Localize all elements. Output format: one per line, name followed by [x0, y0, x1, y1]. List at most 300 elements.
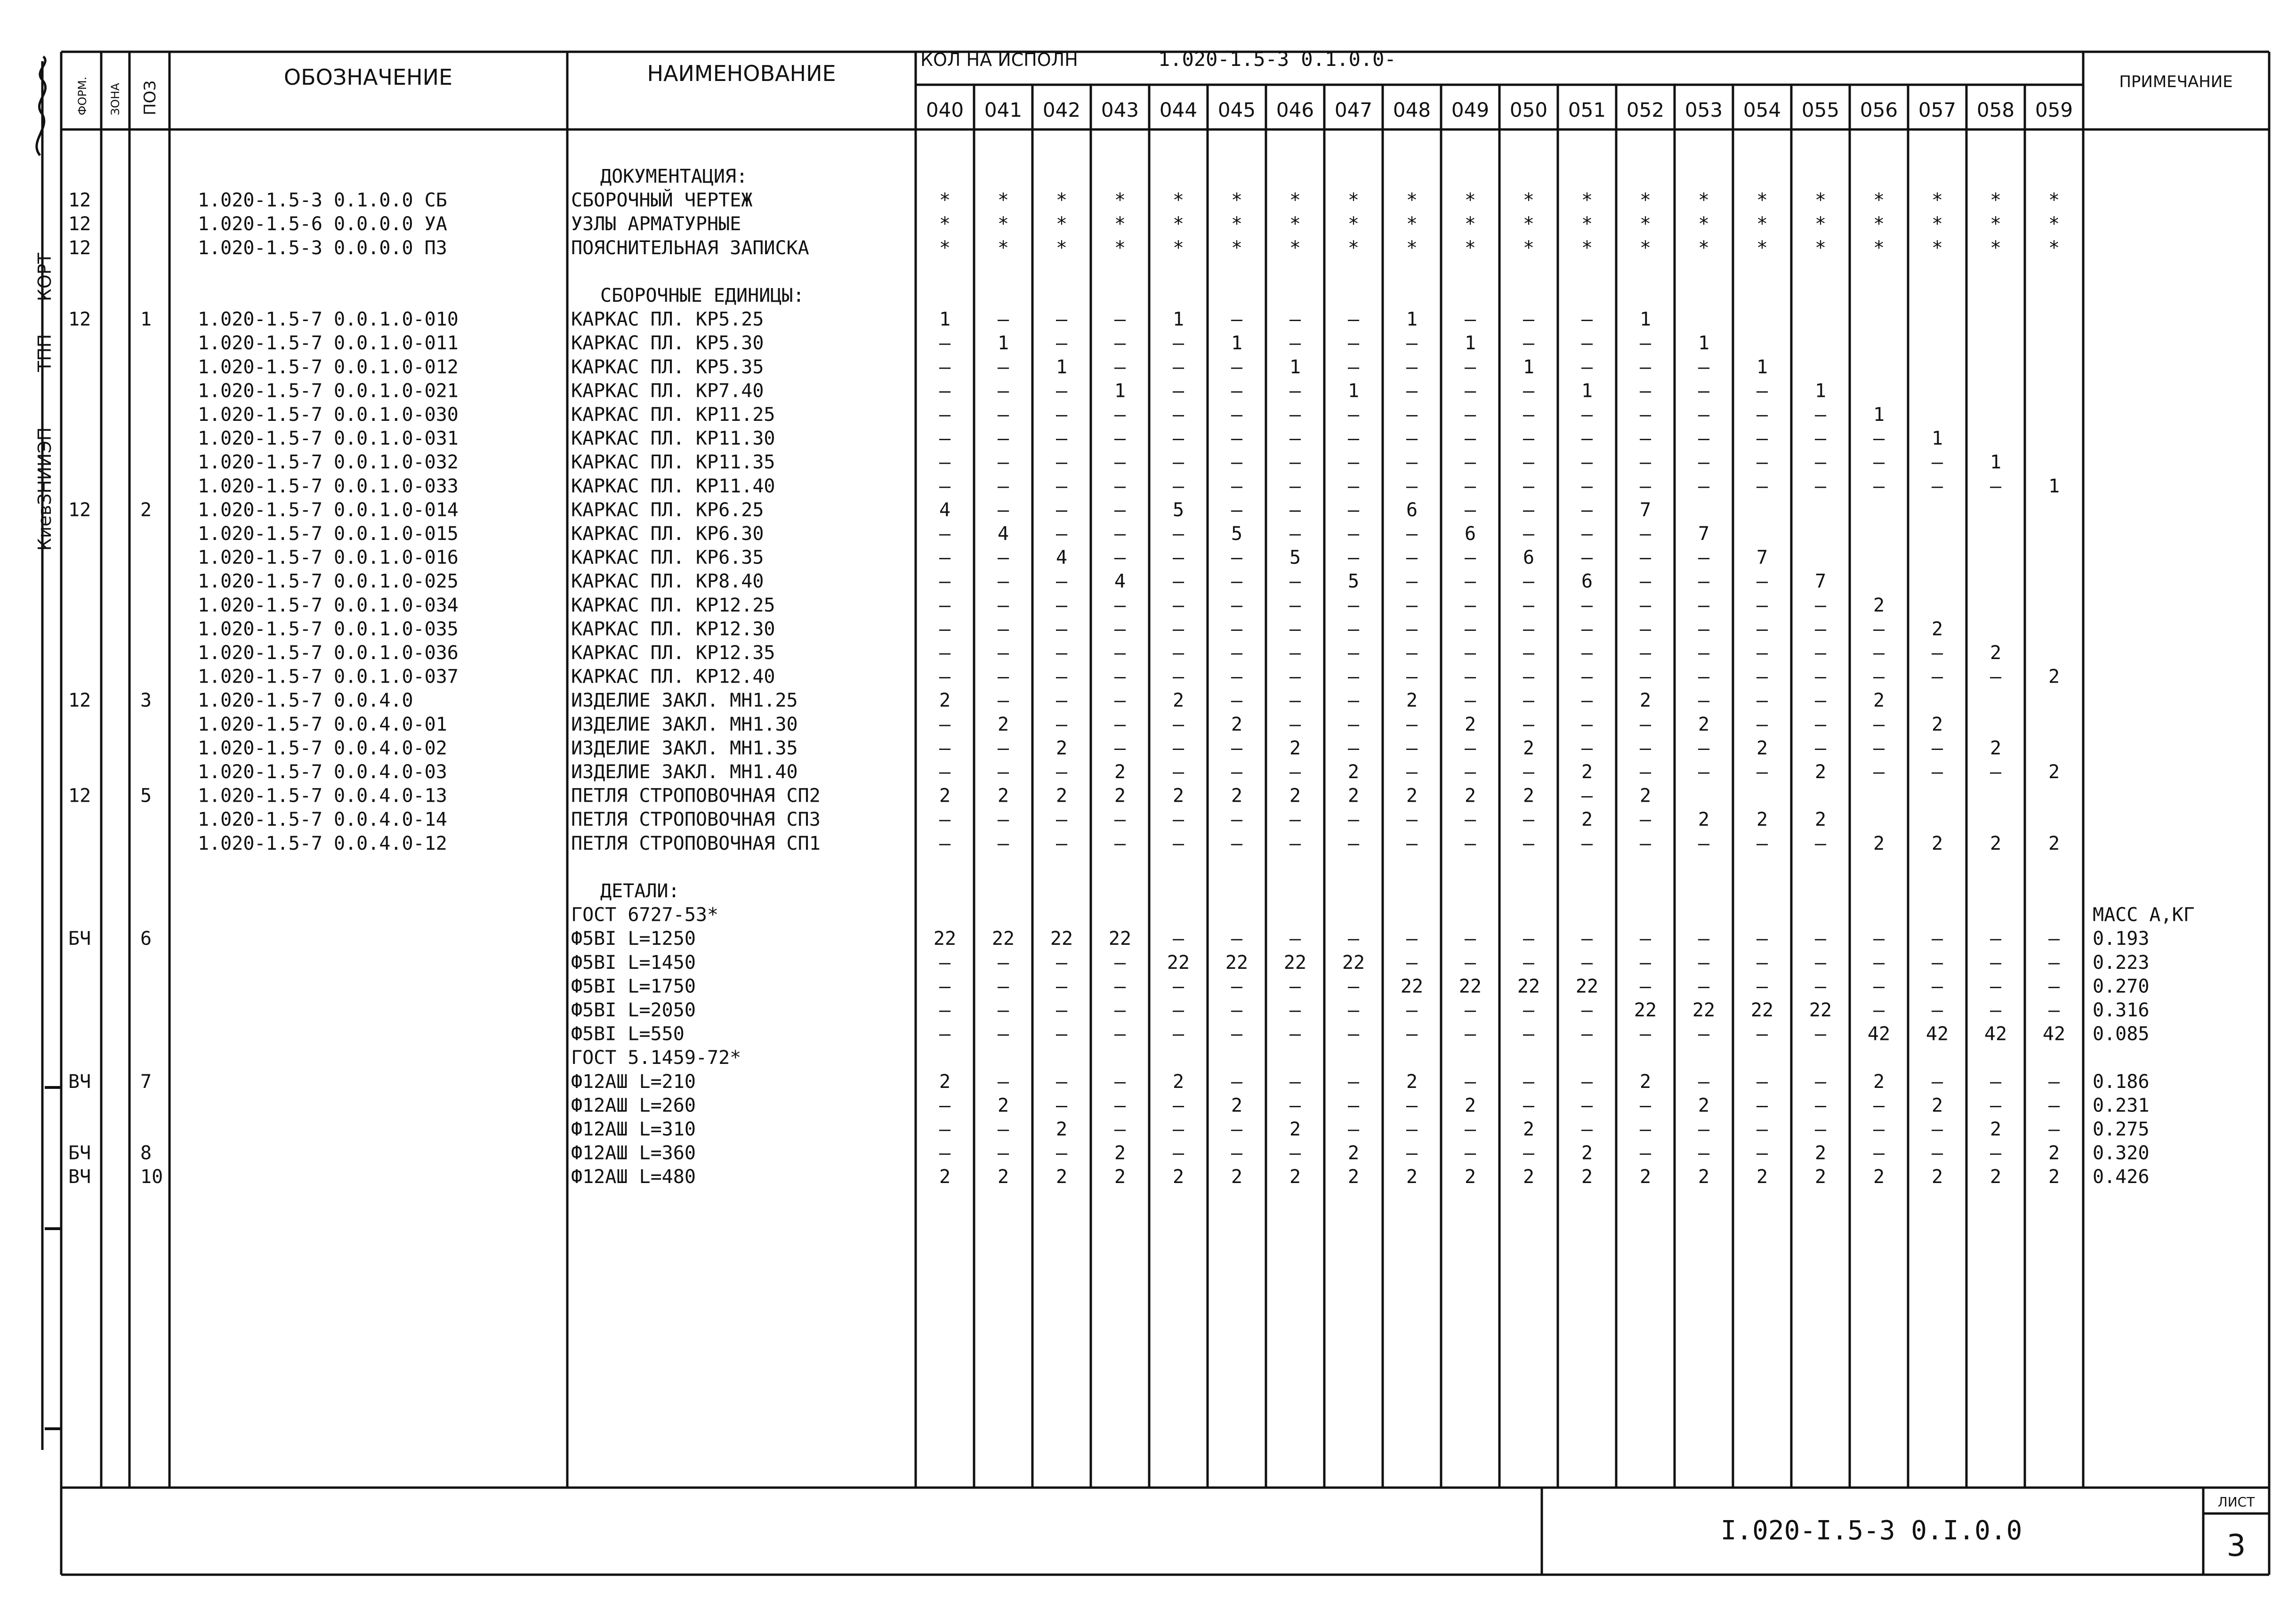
qty-cell: –	[1698, 975, 1710, 998]
qty-cell: –	[1756, 618, 1768, 640]
qty-cell: –	[1231, 1071, 1243, 1093]
qty-cell: 4	[1055, 547, 1068, 569]
row-name: ПОЯСНИТЕЛЬНАЯ ЗАПИСКА	[571, 237, 809, 259]
qty-cell: –	[1172, 594, 1184, 616]
qty-cell: *	[1055, 237, 1068, 259]
qty-cell: –	[1406, 761, 1418, 783]
stamp-dept: КОРТ	[34, 252, 55, 301]
qty-cell: 2	[939, 1071, 951, 1093]
qty-cell: –	[1172, 332, 1184, 354]
qty-cell: –	[1756, 642, 1768, 664]
qty-cell: *	[1639, 189, 1652, 211]
qty-cell: –	[1406, 1023, 1418, 1045]
qty-cell: 2	[1873, 1071, 1885, 1093]
qty-cell: –	[1289, 523, 1301, 545]
variant-header: 058	[1976, 98, 2015, 121]
qty-cell: –	[1931, 737, 1943, 759]
qty-cell: –	[1639, 975, 1652, 998]
qty-cell: –	[1231, 308, 1243, 330]
table-row	[68, 237, 2060, 259]
qty-cell: –	[997, 451, 1009, 474]
qty-cell: –	[1523, 1071, 1535, 1093]
qty-cell: –	[1114, 427, 1126, 450]
qty-cell: –	[1289, 666, 1301, 688]
qty-cell: –	[1231, 451, 1243, 474]
qty-cell: –	[1464, 380, 1476, 402]
row-position: 7	[140, 1071, 152, 1093]
qty-cell: –	[1347, 713, 1360, 735]
qty-cell: –	[1873, 1095, 1885, 1117]
qty-cell: 42	[2042, 1023, 2066, 1045]
qty-cell: –	[1055, 332, 1068, 354]
qty-cell: *	[1406, 213, 1418, 235]
table-row	[68, 1143, 2149, 1164]
qty-cell: *	[1464, 213, 1476, 235]
qty-cell: 2	[1639, 690, 1652, 712]
qty-cell: –	[939, 1119, 951, 1140]
table-row	[198, 714, 1943, 735]
qty-cell: 2	[1172, 785, 1184, 807]
row-designation: 1.020-1.5-6 0.0.0.0 УА	[198, 213, 447, 235]
qty-cell: 2	[1347, 761, 1360, 783]
qty-cell: –	[1114, 666, 1126, 688]
qty-cell: –	[1231, 928, 1243, 950]
qty-cell: 2	[1756, 809, 1768, 831]
qty-cell: –	[1523, 832, 1535, 854]
qty-cell: –	[1055, 427, 1068, 450]
table-row	[68, 785, 1651, 807]
row-designation: 1.020-1.5-7 0.0.4.0	[198, 690, 413, 712]
table-row	[68, 690, 1885, 711]
qty-cell: –	[1639, 713, 1652, 735]
qty-cell: –	[1523, 666, 1535, 688]
qty-cell: –	[1231, 1142, 1243, 1164]
qty-cell: –	[1931, 975, 1943, 998]
qty-cell: 1	[2048, 475, 2060, 497]
qty-cell: –	[1698, 547, 1710, 569]
qty-cell: –	[939, 404, 951, 426]
qty-cell: 2	[1464, 1166, 1476, 1188]
qty-cell: –	[939, 380, 951, 402]
qty-cell: –	[1523, 332, 1535, 354]
qty-cell: –	[1114, 618, 1126, 640]
qty-cell: –	[1464, 666, 1476, 688]
header-note: ПРИМЕЧАНИЕ	[2119, 72, 2233, 91]
qty-cell: –	[939, 571, 951, 593]
qty-cell: –	[1347, 356, 1360, 378]
variant-header: 050	[1509, 98, 1548, 121]
qty-cell: –	[1639, 928, 1652, 950]
qty-cell: –	[1231, 642, 1243, 664]
qty-cell: 2	[1347, 1166, 1360, 1188]
row-position: 6	[140, 928, 152, 950]
qty-cell: *	[1581, 237, 1593, 259]
row-designation: 1.020-1.5-7 0.0.1.0-030	[198, 404, 459, 426]
stamp-org: КиевЗНИИЭП	[34, 427, 55, 551]
qty-cell: 22	[1634, 999, 1657, 1021]
qty-cell: –	[1406, 451, 1418, 474]
qty-cell: 1	[1231, 332, 1243, 354]
qty-cell: –	[1055, 571, 1068, 593]
row-designation: 1.020-1.5-7 0.0.4.0-14	[198, 809, 447, 831]
qty-cell: –	[1464, 1119, 1476, 1140]
qty-cell: –	[1873, 1119, 1885, 1140]
qty-cell: –	[1055, 618, 1068, 640]
qty-cell: *	[1289, 237, 1301, 259]
qty-cell: 2	[1406, 1071, 1418, 1093]
qty-cell: 2	[1814, 809, 1827, 831]
qty-cell: 2	[1639, 1166, 1652, 1188]
row-mass: 0.320	[2093, 1142, 2150, 1164]
qty-cell: –	[1873, 928, 1885, 950]
table-row	[68, 928, 2149, 950]
qty-cell: –	[997, 666, 1009, 688]
qty-cell: –	[2048, 999, 2060, 1021]
qty-cell: –	[1698, 737, 1710, 759]
row-designation: 1.020-1.5-7 0.0.1.0-033	[198, 475, 459, 497]
qty-cell: *	[1406, 189, 1418, 211]
qty-cell: 6	[1464, 523, 1476, 545]
qty-cell: –	[1114, 713, 1126, 735]
qty-cell: –	[1523, 713, 1535, 735]
variant-header: 043	[1101, 98, 1139, 121]
footer-sheet-label: ЛИСТ	[2217, 1494, 2255, 1510]
qty-cell: –	[1289, 642, 1301, 664]
qty-cell: –	[997, 571, 1009, 593]
qty-cell: –	[1523, 427, 1535, 450]
qty-cell: *	[1114, 189, 1126, 211]
qty-cell: *	[1581, 213, 1593, 235]
qty-cell: 2	[1289, 785, 1301, 807]
qty-cell: –	[1523, 308, 1535, 330]
qty-cell: *	[1406, 237, 1418, 259]
qty-cell: –	[1639, 404, 1652, 426]
qty-cell: –	[1581, 618, 1593, 640]
qty-cell: –	[1406, 1119, 1418, 1140]
qty-cell: –	[1172, 1095, 1184, 1117]
qty-cell: –	[1814, 975, 1827, 998]
qty-cell: –	[1172, 547, 1184, 569]
qty-cell: –	[1055, 451, 1068, 474]
row-name: КАРКАС ПЛ. КР6.25	[571, 499, 764, 521]
qty-cell: –	[1347, 690, 1360, 712]
qty-cell: –	[1406, 832, 1418, 854]
qty-cell: –	[1114, 809, 1126, 831]
row-name: КАРКАС ПЛ. КР5.35	[571, 356, 764, 378]
row-name: ДОКУМЕНТАЦИЯ:	[600, 166, 748, 187]
qty-cell: –	[1289, 499, 1301, 521]
qty-cell: –	[1231, 547, 1243, 569]
table-row	[198, 523, 1709, 545]
qty-cell: –	[1406, 1142, 1418, 1164]
qty-cell: *	[2048, 237, 2060, 259]
qty-cell: –	[1464, 356, 1476, 378]
qty-cell: –	[1231, 475, 1243, 497]
qty-cell: *	[1931, 189, 1943, 211]
qty-cell: –	[997, 547, 1009, 569]
qty-cell: –	[1464, 951, 1476, 974]
qty-cell: –	[997, 737, 1009, 759]
qty-cell: 22	[1108, 928, 1132, 950]
qty-cell: –	[1347, 642, 1360, 664]
qty-cell: –	[997, 1119, 1009, 1140]
row-name: ГОСТ 5.1459-72*	[571, 1047, 741, 1069]
table-row	[571, 975, 2149, 997]
qty-cell: 2	[1698, 1166, 1710, 1188]
qty-cell: 1	[1114, 380, 1126, 402]
qty-cell: –	[1055, 308, 1068, 330]
table-row	[198, 332, 1709, 354]
variant-header: 048	[1393, 98, 1431, 121]
table-row	[198, 761, 2060, 783]
qty-cell: –	[1289, 618, 1301, 640]
row-position: 1	[140, 308, 152, 330]
row-mass: 0.316	[2093, 999, 2150, 1021]
qty-cell: *	[1756, 213, 1768, 235]
qty-cell: –	[1231, 594, 1243, 616]
qty-cell: –	[939, 523, 951, 545]
qty-cell: –	[1523, 475, 1535, 497]
qty-cell: 2	[1756, 1166, 1768, 1188]
qty-cell: –	[1464, 737, 1476, 759]
header-qty-title: КОЛ НА ИСПОЛН	[920, 49, 1078, 70]
row-name: КАРКАС ПЛ. КР11.25	[571, 404, 775, 426]
qty-cell: –	[1523, 690, 1535, 712]
qty-cell: 1	[1814, 380, 1827, 402]
qty-cell: –	[1814, 690, 1827, 712]
qty-cell: –	[1523, 499, 1535, 521]
table-row	[571, 1095, 2149, 1116]
qty-cell: 2	[1581, 1166, 1593, 1188]
qty-cell: –	[1347, 809, 1360, 831]
qty-cell: 2	[1523, 1119, 1535, 1140]
qty-cell: –	[1756, 1071, 1768, 1093]
qty-cell: *	[1581, 189, 1593, 211]
qty-cell: *	[1523, 213, 1535, 235]
qty-cell: 2	[1990, 1166, 2002, 1188]
qty-cell: 6	[1523, 547, 1535, 569]
qty-cell: 2	[1464, 785, 1476, 807]
qty-cell: –	[1114, 332, 1126, 354]
qty-cell: 42	[1867, 1023, 1891, 1045]
qty-cell: –	[1756, 690, 1768, 712]
row-name: ПЕТЛЯ СТРОПОВОЧНАЯ СП1	[571, 832, 821, 854]
qty-cell: –	[939, 1023, 951, 1045]
qty-cell: –	[939, 666, 951, 688]
qty-cell: 2	[1114, 1142, 1126, 1164]
qty-cell: –	[1873, 475, 1885, 497]
qty-cell: –	[1114, 1023, 1126, 1045]
row-name: ИЗДЕЛИЕ ЗАКЛ. МН1.30	[571, 713, 798, 735]
qty-cell: –	[1581, 666, 1593, 688]
qty-cell: 2	[2048, 761, 2060, 783]
qty-cell: –	[1639, 380, 1652, 402]
row-name: КАРКАС ПЛ. КР6.30	[571, 523, 764, 545]
stamp-group: ТПП	[34, 334, 55, 372]
qty-cell: 7	[1639, 499, 1652, 521]
qty-cell: –	[1406, 737, 1418, 759]
qty-cell: –	[939, 761, 951, 783]
row-name: КАРКАС ПЛ. КР7.40	[571, 380, 764, 402]
qty-cell: –	[1581, 547, 1593, 569]
qty-cell: –	[1639, 1119, 1652, 1140]
qty-cell: –	[1581, 404, 1593, 426]
qty-cell: –	[1698, 690, 1710, 712]
qty-cell: –	[1931, 666, 1943, 688]
qty-cell: –	[1523, 1023, 1535, 1045]
qty-cell: –	[1055, 380, 1068, 402]
qty-cell: –	[1055, 690, 1068, 712]
qty-cell: –	[1990, 1142, 2002, 1164]
qty-cell: 2	[997, 1166, 1009, 1188]
qty-cell: –	[1464, 690, 1476, 712]
qty-cell: –	[997, 427, 1009, 450]
qty-cell: –	[1114, 951, 1126, 974]
row-mass: 0.193	[2093, 928, 2150, 950]
qty-cell: 22	[1283, 951, 1307, 974]
qty-cell: 22	[1750, 999, 1774, 1021]
qty-cell: *	[1464, 237, 1476, 259]
qty-cell: –	[939, 1095, 951, 1117]
qty-cell: –	[1231, 499, 1243, 521]
qty-cell: –	[1347, 737, 1360, 759]
qty-cell: –	[1055, 666, 1068, 688]
row-name: ИЗДЕЛИЕ ЗАКЛ. МН1.40	[571, 761, 798, 783]
qty-cell: –	[1172, 737, 1184, 759]
qty-cell: 22	[1809, 999, 1832, 1021]
row-name: УЗЛЫ АРМАТУРНЫЕ	[571, 213, 741, 235]
qty-cell: 2	[1990, 832, 2002, 854]
qty-cell: –	[1289, 809, 1301, 831]
qty-cell: –	[1698, 1071, 1710, 1093]
qty-cell: 2	[1931, 1166, 1943, 1188]
qty-cell: –	[1172, 999, 1184, 1021]
qty-cell: –	[1756, 404, 1768, 426]
qty-cell: –	[1814, 618, 1827, 640]
qty-cell: 1	[1289, 356, 1301, 378]
row-designation: 1.020-1.5-3 0.1.0.0 СБ	[198, 189, 447, 211]
qty-cell: –	[1114, 737, 1126, 759]
row-format: ВЧ	[68, 1071, 91, 1093]
qty-cell: –	[1873, 975, 1885, 998]
qty-cell: –	[1289, 404, 1301, 426]
qty-cell: –	[1814, 832, 1827, 854]
qty-cell: –	[1639, 737, 1652, 759]
qty-cell: –	[1581, 427, 1593, 450]
qty-cell: –	[1406, 951, 1418, 974]
qty-cell: –	[997, 1023, 1009, 1045]
qty-cell: 42	[1984, 1023, 2007, 1045]
qty-cell: –	[1464, 427, 1476, 450]
qty-cell: 2	[2048, 1166, 2060, 1188]
qty-cell: –	[1464, 475, 1476, 497]
variant-header: 051	[1568, 98, 1606, 121]
row-name: КАРКАС ПЛ. КР12.25	[571, 594, 775, 616]
qty-cell: *	[997, 237, 1009, 259]
table-row	[198, 809, 1826, 830]
qty-cell: –	[1231, 1023, 1243, 1045]
qty-cell: *	[1523, 237, 1535, 259]
qty-cell: –	[1523, 928, 1535, 950]
row-mass: 0.231	[2093, 1095, 2150, 1117]
row-name: СБОРОЧНЫЕ ЕДИНИЦЫ:	[600, 285, 805, 306]
qty-cell: 2	[1756, 737, 1768, 759]
qty-cell: –	[2048, 928, 2060, 950]
qty-cell: –	[1698, 594, 1710, 616]
qty-cell: 2	[1114, 1166, 1126, 1188]
qty-cell: *	[1055, 213, 1068, 235]
table-row	[571, 1119, 2149, 1140]
qty-cell: –	[1639, 1142, 1652, 1164]
qty-cell: 22	[1517, 975, 1540, 998]
qty-cell: –	[1581, 999, 1593, 1021]
row-name: СБОРОЧНЫЙ ЧЕРТЕЖ	[571, 189, 753, 211]
row-designation: 1.020-1.5-7 0.0.1.0-014	[198, 499, 459, 521]
variant-header: 052	[1626, 98, 1665, 121]
qty-cell: 2	[1523, 1166, 1535, 1188]
qty-cell: –	[1464, 928, 1476, 950]
qty-cell: –	[1814, 427, 1827, 450]
qty-cell: –	[1931, 1119, 1943, 1140]
qty-cell: –	[1347, 975, 1360, 998]
qty-cell: –	[1581, 928, 1593, 950]
qty-cell: 2	[1639, 1071, 1652, 1093]
qty-cell: –	[1756, 571, 1768, 593]
qty-cell: –	[997, 832, 1009, 854]
qty-cell: *	[1231, 213, 1243, 235]
qty-cell: –	[1406, 356, 1418, 378]
qty-cell: –	[1814, 642, 1827, 664]
qty-cell: 2	[1990, 737, 2002, 759]
qty-cell: 2	[1814, 1142, 1827, 1164]
qty-cell: –	[1231, 690, 1243, 712]
qty-cell: –	[939, 713, 951, 735]
qty-cell: –	[1114, 356, 1126, 378]
qty-cell: –	[1055, 999, 1068, 1021]
qty-cell: –	[1231, 404, 1243, 426]
qty-cell: –	[1756, 713, 1768, 735]
qty-cell: –	[1114, 451, 1126, 474]
qty-cell: –	[1347, 547, 1360, 569]
row-format: 12	[68, 308, 91, 330]
qty-cell: –	[1406, 809, 1418, 831]
qty-cell: –	[939, 547, 951, 569]
qty-cell: –	[1347, 523, 1360, 545]
qty-cell: 2	[1114, 785, 1126, 807]
qty-cell: –	[1114, 1119, 1126, 1140]
qty-cell: –	[997, 761, 1009, 783]
qty-cell: –	[1873, 999, 1885, 1021]
qty-cell: –	[1289, 1142, 1301, 1164]
qty-cell: *	[1814, 213, 1827, 235]
table-row	[68, 499, 1651, 521]
qty-cell: 6	[1581, 571, 1593, 593]
qty-cell: 2	[1581, 809, 1593, 831]
qty-cell: –	[1698, 356, 1710, 378]
qty-cell: 2	[1931, 1095, 1943, 1117]
qty-cell: 1	[1873, 404, 1885, 426]
qty-cell: –	[1523, 523, 1535, 545]
qty-cell: *	[1814, 189, 1827, 211]
qty-cell: –	[1114, 404, 1126, 426]
qty-cell: –	[1172, 1142, 1184, 1164]
qty-cell: 2	[1406, 785, 1418, 807]
qty-cell: –	[1698, 951, 1710, 974]
qty-cell: –	[939, 951, 951, 974]
qty-cell: –	[1990, 928, 2002, 950]
qty-cell: 2	[1523, 785, 1535, 807]
qty-cell: –	[1114, 1095, 1126, 1117]
